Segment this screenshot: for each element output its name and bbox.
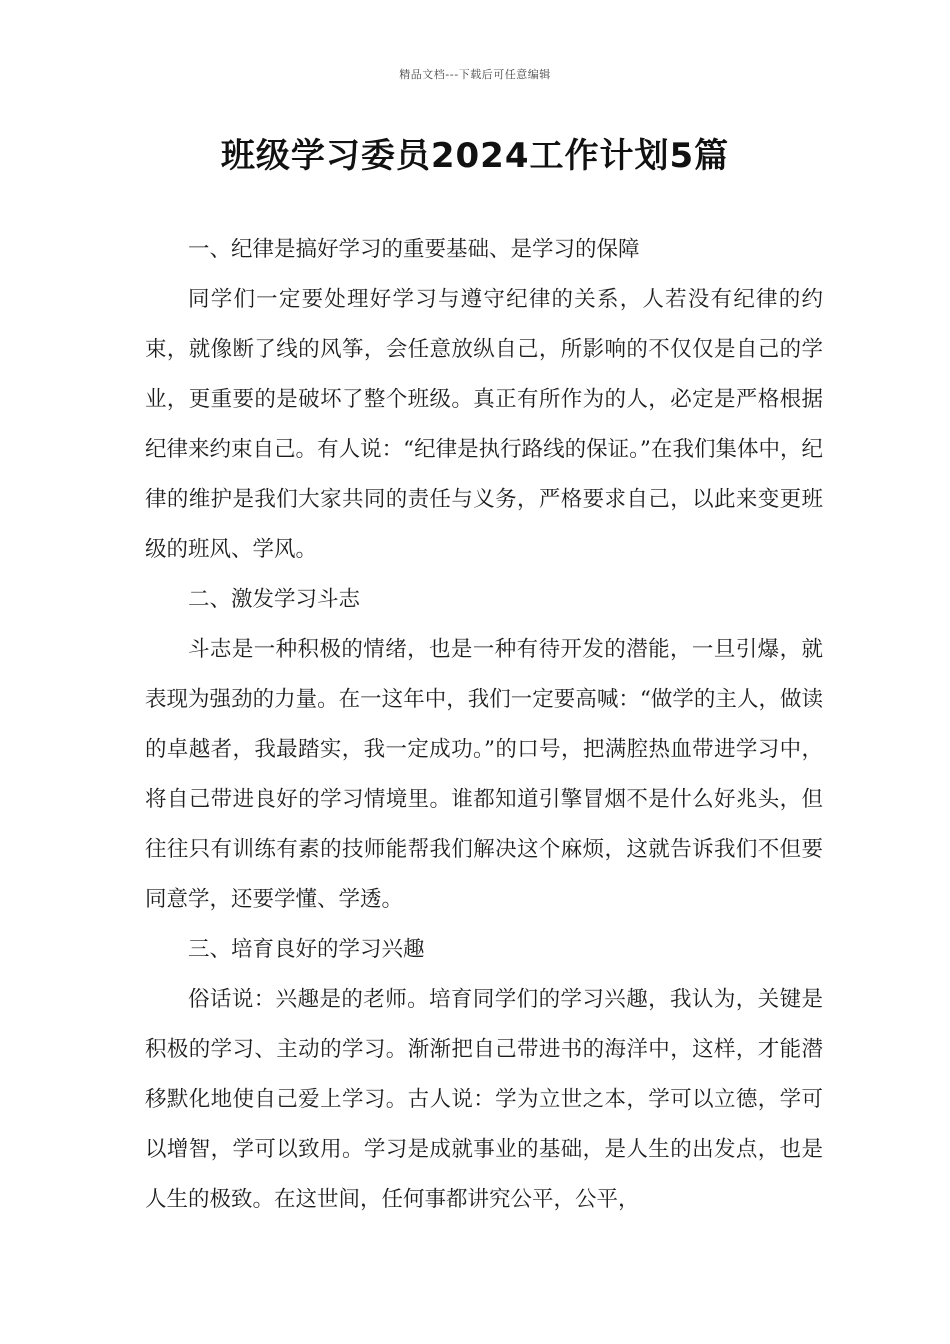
section-heading-3: 三、培育良好的学习兴趣 [188, 937, 425, 962]
header-note: 精品文档---下载后可任意编辑 [399, 68, 551, 81]
section-heading-2: 二、激发学习斗志 [188, 587, 361, 612]
section-paragraph-2: 斗志是一种积极的情绪，也是一种有待开发的潜能，一旦引爆，就表现为强劲的力量。在一这年中，我们一定要高喊：“做学的主人，做读的卓越者，我最踏实，我一定成功。”的口号，把满腔热血带进学习中，将自己带进良好的学习情境里。谁都知道引擎冒烟不是什么好兆头，但往往只有训练有素的技师能帮我们解决这个麻烦，这就告诉我们不但要同意学，还要学懂、学透。 [145, 637, 823, 912]
section-heading-1: 一、纪律是搞好学习的重要基础、是学习的保障 [188, 237, 640, 262]
document-body [145, 225, 823, 1225]
page-title: 班级学习委员2024工作计划5篇 [220, 136, 730, 176]
section-paragraph-3: 俗话说：兴趣是的老师。培育同学们的学习兴趣，我认为，关键是积极的学习、主动的学习。渐渐把自己带进书的海洋中，这样，才能潜移默化地使自己爱上学习。古人说：学为立世之本，学可以立德，学可以增智，学可以致用。学习是成就事业的基础，是人生的出发点，也是人生的极致。在这世间，任何事都讲究公平，公平， [145, 987, 823, 1212]
section-paragraph-1: 同学们一定要处理好学习与遵守纪律的关系，人若没有纪律的约束，就像断了线的风筝，会任意放纵自己，所影响的不仅仅是自己的学业，更重要的是破坏了整个班级。真正有所作为的人，必定是严格根据纪律来约束自己。有人说：“纪律是执行路线的保证。”在我们集体中，纪律的维护是我们大家共同的责任与义务，严格要求自己，以此来变更班级的班风、学风。 [145, 287, 823, 562]
